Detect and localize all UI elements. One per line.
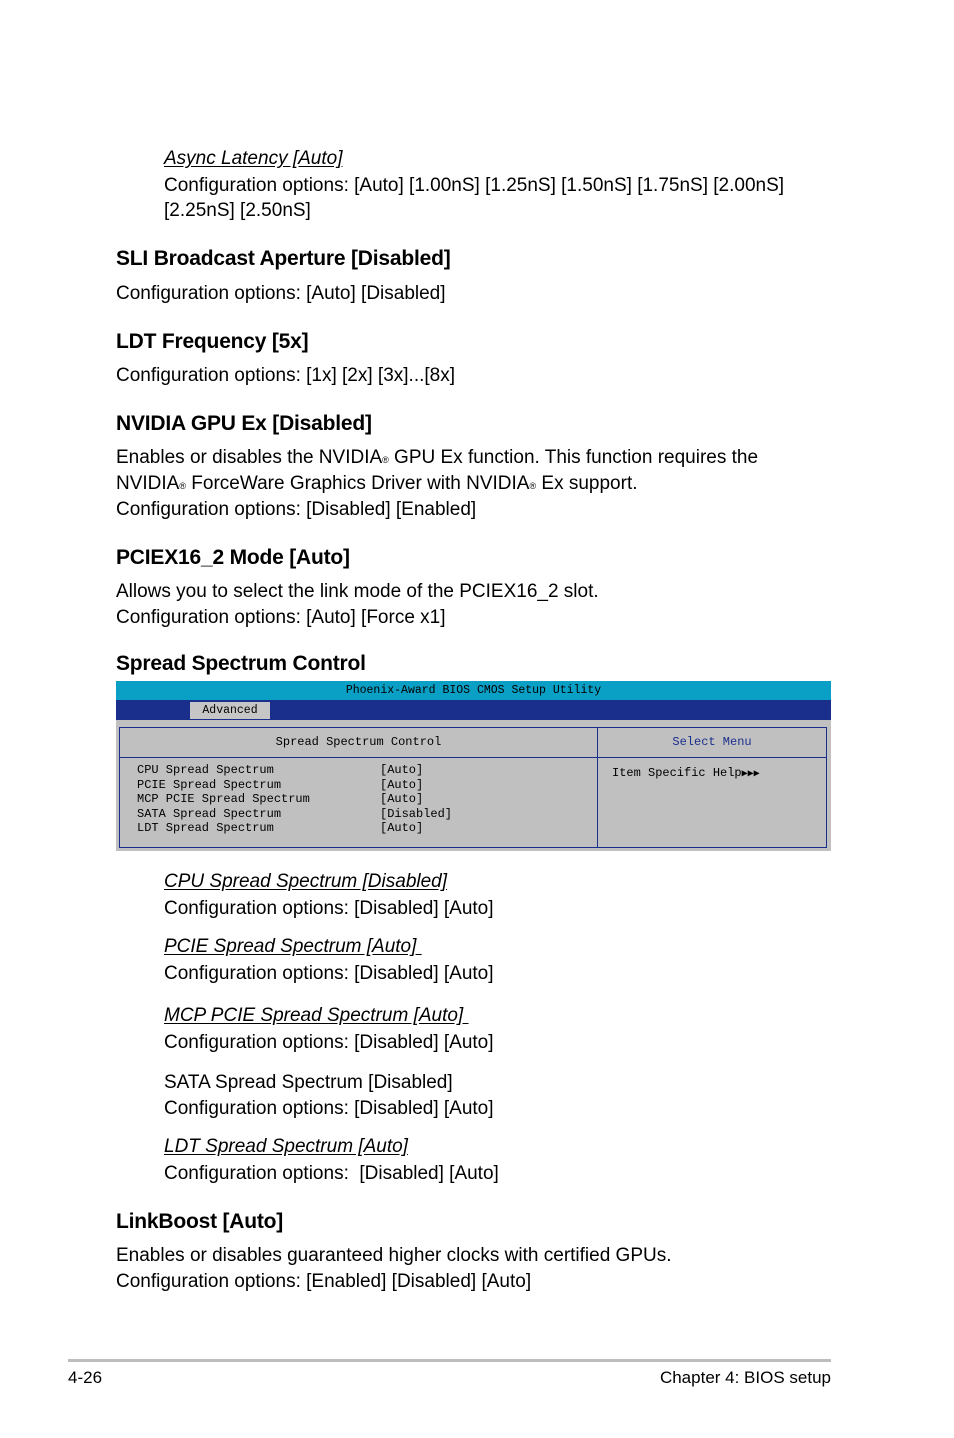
bios-screenshot (116, 681, 831, 851)
sli-options: Configuration options: [Auto] [Disabled] (116, 283, 446, 304)
bios-row-mcp-pcie-spread[interactable]: MCP PCIE Spread Spectrum [Auto] (137, 792, 424, 806)
bios-title-bar: Phoenix-Award BIOS CMOS Setup Utility (116, 681, 831, 700)
linkboost-options: Configuration options: [Enabled] [Disabled] [Auto] (116, 1271, 532, 1292)
bios-row-ldt-spread[interactable]: LDT Spread Spectrum [Auto] (137, 821, 424, 835)
spread-spectrum-heading: Spread Spectrum Control (116, 652, 366, 675)
bios-help-title: Select Menu (672, 735, 752, 749)
chapter-title: Chapter 4: BIOS setup (659, 1368, 831, 1387)
nvidia-gpu-ex-heading: NVIDIA GPU Ex [Disabled] (116, 412, 372, 435)
pciex16-2-options: Configuration options: [Auto] [Force x1] (116, 607, 446, 628)
async-latency-options-line1: Configuration options: [Auto] [1.00nS] [1.25nS] [1.50nS] [1.75nS] [2.00nS] (164, 175, 785, 196)
async-latency-options-line2: [2.25nS] [2.50nS] (164, 200, 311, 221)
mcp-pcie-spread-title: MCP PCIE Spread Spectrum [Auto] (164, 1005, 469, 1026)
bios-item-help: Item Specific Help▶▶▶ (612, 766, 760, 780)
ldt-frequency-heading: LDT Frequency [5x] (116, 330, 309, 353)
bios-menu-bar (116, 700, 831, 720)
nvidia-gpu-ex-text-line1: Enables or disables the NVIDIA® GPU Ex function. This function requires the (116, 447, 759, 468)
pciex16-2-text: Allows you to select the link mode of the PCIEX16_2 slot. (116, 581, 599, 602)
pciex16-2-heading: PCIEX16_2 Mode [Auto] (116, 546, 350, 569)
footer-rule (68, 1359, 831, 1362)
page-number: 4-26 (68, 1368, 103, 1387)
sata-spread-options: Configuration options: [Disabled] [Auto] (164, 1098, 494, 1119)
ldt-spread-title: LDT Spread Spectrum [Auto] (164, 1136, 408, 1157)
cpu-spread-title: CPU Spread Spectrum [Disabled] (164, 871, 448, 892)
bios-divider-vertical (597, 728, 598, 847)
bios-row-pcie-spread[interactable]: PCIE Spread Spectrum [Auto] (137, 777, 424, 792)
ldt-spread-options: Configuration options: [Disabled] [Auto] (164, 1163, 499, 1184)
mcp-pcie-spread-options: Configuration options: [Disabled] [Auto] (164, 1032, 494, 1053)
bios-row-cpu-spread[interactable]: CPU Spread Spectrum [Auto] (137, 763, 424, 777)
triple-arrow-icon: ▶▶▶ (741, 769, 760, 780)
bios-settings-list (137, 763, 577, 836)
nvidia-gpu-ex-options: Configuration options: [Disabled] [Enabled] (116, 499, 477, 520)
bios-main-panel (119, 727, 827, 848)
linkboost-heading: LinkBoost [Auto] (116, 1210, 284, 1233)
sli-heading: SLI Broadcast Aperture [Disabled] (116, 247, 451, 270)
linkboost-text: Enables or disables guaranteed higher clocks with certified GPUs. (116, 1245, 672, 1266)
ldt-frequency-options: Configuration options: [1x] [2x] [3x]...[8x] (116, 365, 456, 386)
async-latency-title: Async Latency [Auto] (164, 148, 343, 169)
pcie-spread-options: Configuration options: [Disabled] [Auto] (164, 963, 494, 984)
bios-tab-advanced[interactable]: Advanced (190, 702, 270, 719)
cpu-spread-options: Configuration options: [Disabled] [Auto] (164, 898, 494, 919)
sata-spread-title: SATA Spread Spectrum [Disabled] (164, 1072, 453, 1093)
bios-divider-horizontal (120, 757, 826, 758)
bios-panel-title: Spread Spectrum Control (275, 735, 442, 749)
pcie-spread-title: PCIE Spread Spectrum [Auto] (164, 936, 422, 957)
bios-row-sata-spread[interactable]: SATA Spread Spectrum [Disabled] (137, 806, 453, 821)
nvidia-gpu-ex-text-line2: NVIDIA® ForceWare Graphics Driver with NVIDIA® Ex support. (116, 473, 638, 494)
